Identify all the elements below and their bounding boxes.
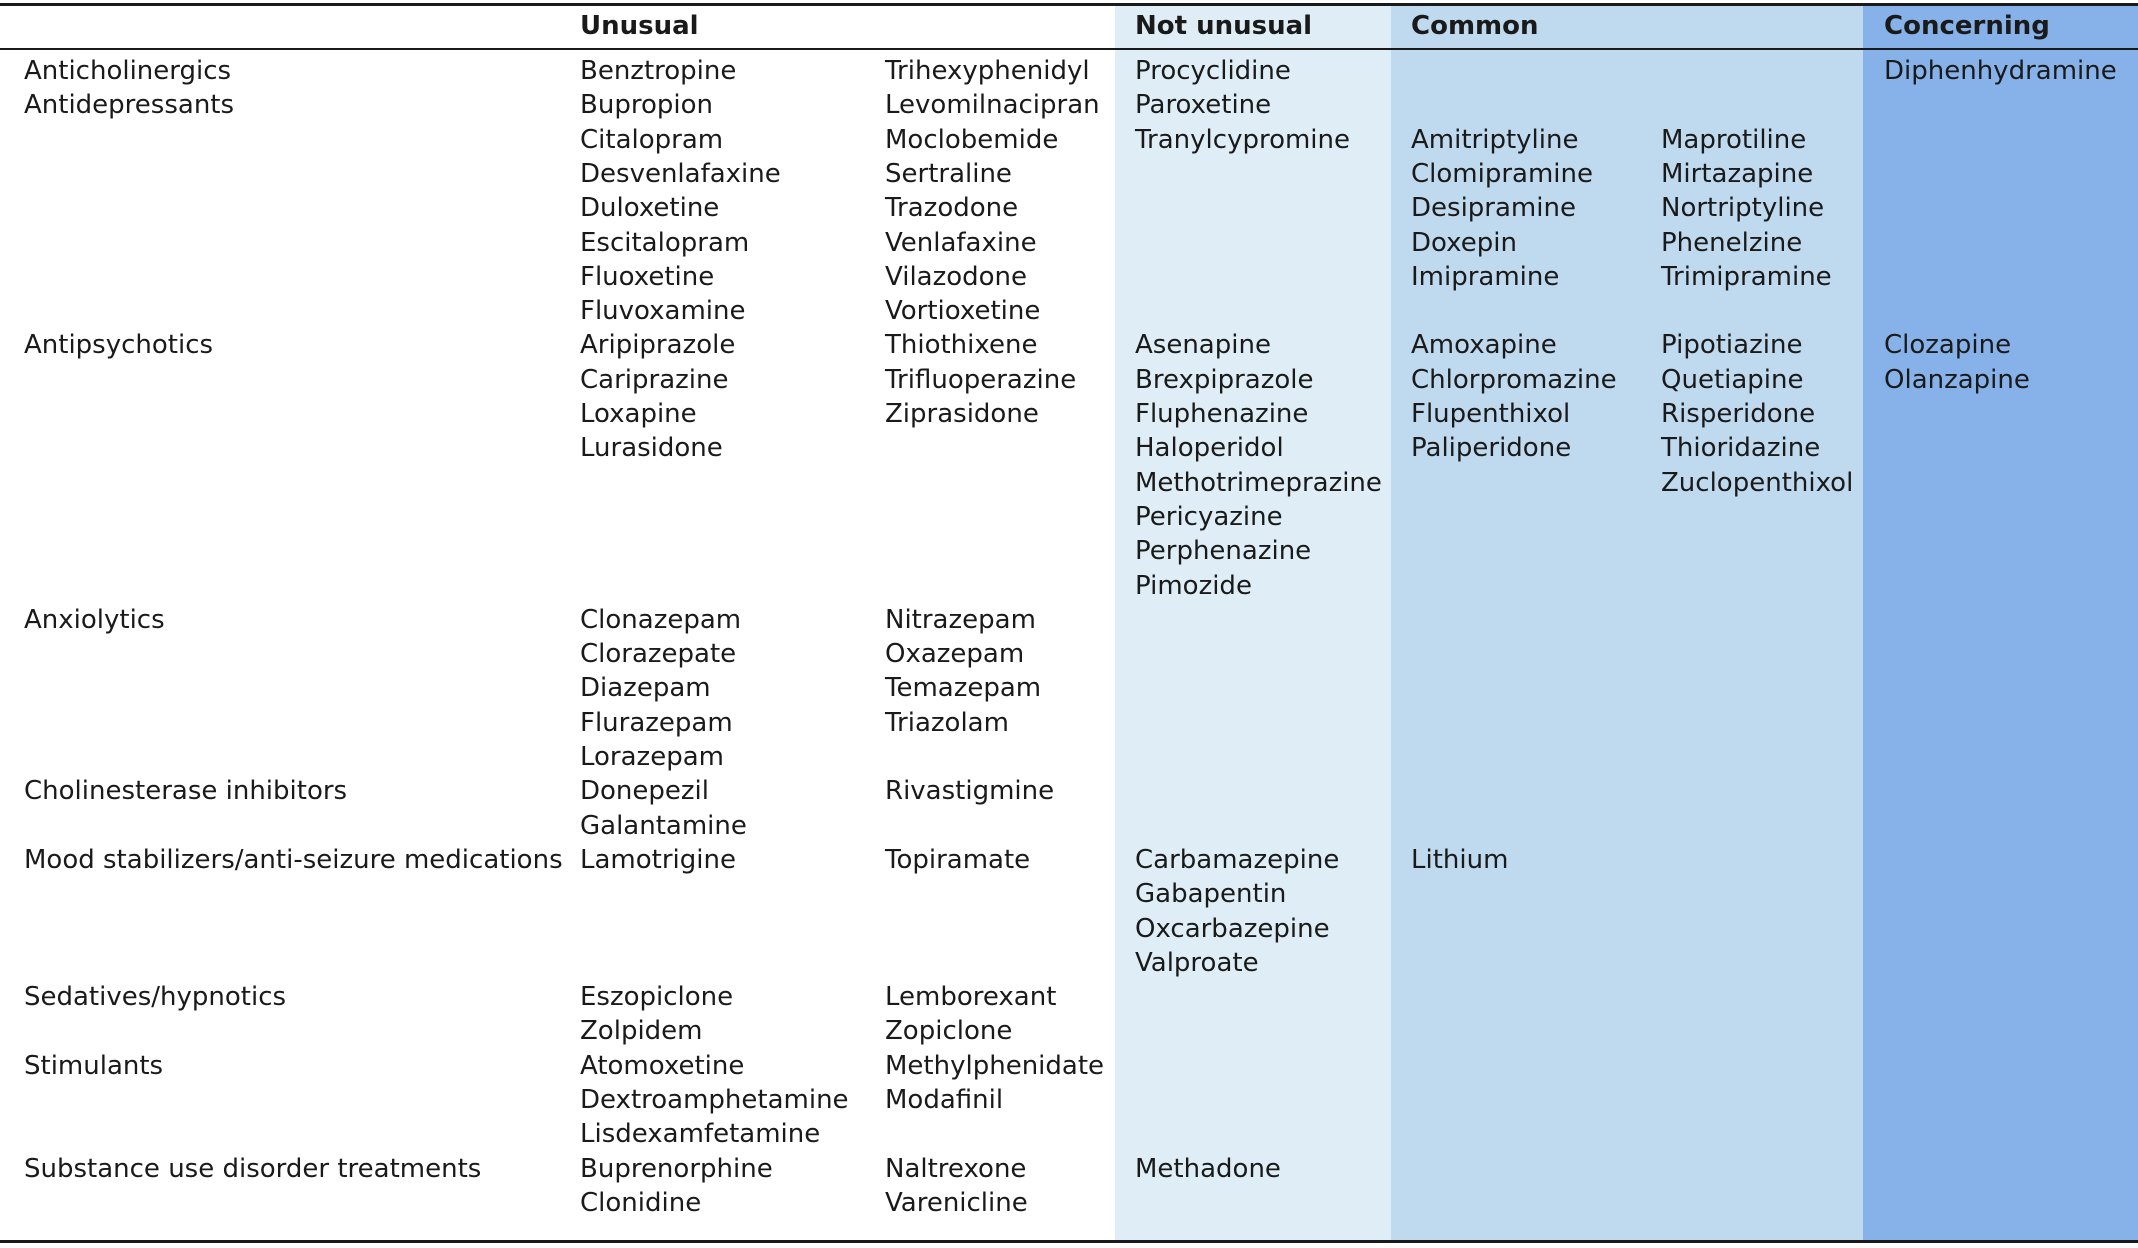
drug-name: Citalopram <box>580 124 724 155</box>
common-column-band <box>1391 6 1863 1241</box>
drug-name: Loxapine <box>580 399 697 429</box>
drug-name: Risperidone <box>1661 399 1816 429</box>
drug-name: Modafinil <box>885 1085 1004 1115</box>
drug-name: Trimipramine <box>1661 261 1832 292</box>
header-common: Common <box>1411 11 1539 41</box>
drug-name: Asenapine <box>1135 330 1271 361</box>
drug-name: Aripiprazole <box>580 330 736 361</box>
drug-name: Methadone <box>1135 1153 1281 1184</box>
drug-class-label: Antipsychotics <box>24 330 214 361</box>
drug-name: Lamotrigine <box>580 844 736 875</box>
drug-name: Haloperidol <box>1135 433 1284 464</box>
bottom-rule <box>0 1240 2138 1243</box>
drug-name: Clonazepam <box>580 604 742 635</box>
drug-name: Nitrazepam <box>885 604 1036 635</box>
drug-class-label: Anticholinergics <box>24 56 232 86</box>
drug-name: Pipotiazine <box>1661 330 1803 361</box>
drug-name: Procyclidine <box>1135 56 1291 86</box>
drug-name: Flupenthixol <box>1411 399 1571 429</box>
drug-name: Buprenorphine <box>580 1153 773 1184</box>
header-not-unusual: Not unusual <box>1135 11 1313 41</box>
drug-name: Trihexyphenidyl <box>885 56 1090 86</box>
drug-name: Trazodone <box>885 193 1019 224</box>
drug-name: Levomilnacipran <box>885 90 1100 121</box>
drug-name: Duloxetine <box>580 193 720 224</box>
drug-name: Zolpidem <box>580 1016 703 1047</box>
drug-name: Pericyazine <box>1135 501 1283 532</box>
drug-name: Amoxapine <box>1411 330 1557 361</box>
drug-name: Quetiapine <box>1661 364 1804 395</box>
drug-name: Zuclopenthixol <box>1661 467 1854 498</box>
header-unusual: Unusual <box>580 11 699 41</box>
drug-class-label: Antidepressants <box>24 90 235 121</box>
drug-name: Bupropion <box>580 90 713 121</box>
drug-name: Imipramine <box>1411 261 1560 292</box>
drug-name: Olanzapine <box>1884 364 2030 395</box>
drug-name: Carbamazepine <box>1135 844 1340 875</box>
drug-name: Atomoxetine <box>580 1050 745 1081</box>
drug-name: Desvenlafaxine <box>580 158 781 189</box>
drug-name: Fluvoxamine <box>580 296 746 327</box>
drug-class-label: Stimulants <box>24 1050 164 1081</box>
drug-name: Methotrimeprazine <box>1135 467 1382 498</box>
drug-name: Pimozide <box>1135 570 1252 601</box>
drug-name: Maprotiline <box>1661 124 1807 155</box>
drug-name: Rivastigmine <box>885 776 1055 807</box>
drug-name: Oxcarbazepine <box>1135 913 1330 944</box>
drug-name: Vilazodone <box>885 261 1028 292</box>
drug-name: Desipramine <box>1411 193 1576 224</box>
drug-name: Temazepam <box>885 673 1042 704</box>
drug-name: Nortriptyline <box>1661 193 1825 224</box>
drug-name: Paroxetine <box>1135 90 1272 121</box>
drug-name: Galantamine <box>580 810 747 841</box>
drug-name: Benztropine <box>580 56 737 86</box>
drug-name: Gabapentin <box>1135 879 1287 910</box>
drug-name: Dextroamphetamine <box>580 1085 849 1115</box>
drug-name: Valproate <box>1135 947 1259 978</box>
drug-name: Lurasidone <box>580 433 723 464</box>
drug-name: Oxazepam <box>885 639 1025 670</box>
drug-name: Amitriptyline <box>1411 124 1579 155</box>
drug-name: Mirtazapine <box>1661 158 1814 189</box>
drug-name: Naltrexone <box>885 1153 1027 1184</box>
drug-name: Diazepam <box>580 673 711 704</box>
drug-name: Paliperidone <box>1411 433 1572 464</box>
drug-name: Varenicline <box>885 1187 1028 1218</box>
drug-name: Thiothixene <box>885 330 1038 361</box>
drug-name: Donepezil <box>580 776 709 807</box>
drug-name: Fluoxetine <box>580 261 715 292</box>
drug-name: Trifluoperazine <box>885 364 1077 395</box>
drug-name: Lorazepam <box>580 742 724 772</box>
drug-name: Sertraline <box>885 158 1012 189</box>
drug-name: Brexpiprazole <box>1135 364 1314 395</box>
drug-name: Lemborexant <box>885 982 1057 1013</box>
drug-name: Moclobemide <box>885 124 1059 155</box>
drug-name: Lithium <box>1411 844 1509 875</box>
drug-name: Lisdexamfetamine <box>580 1119 821 1150</box>
drug-name: Thioridazine <box>1661 433 1821 464</box>
drug-name: Clonidine <box>580 1187 702 1218</box>
drug-name: Methylphenidate <box>885 1050 1105 1081</box>
drug-name: Venlafaxine <box>885 227 1037 258</box>
drug-name: Perphenazine <box>1135 536 1312 567</box>
drug-name: Tranylcypromine <box>1135 124 1351 155</box>
drug-name: Doxepin <box>1411 227 1517 258</box>
top-rule <box>0 3 2138 6</box>
drug-name: Phenelzine <box>1661 227 1803 258</box>
drug-class-label: Sedatives/hypnotics <box>24 982 287 1013</box>
drug-name: Eszopiclone <box>580 982 734 1013</box>
drug-name: Escitalopram <box>580 227 750 258</box>
drug-name: Clomipramine <box>1411 158 1593 189</box>
header-rule <box>0 48 2138 50</box>
drug-name: Vortioxetine <box>885 296 1041 327</box>
concerning-column-band <box>1863 6 2138 1241</box>
drug-name: Cariprazine <box>580 364 729 395</box>
drug-name: Diphenhydramine <box>1884 56 2117 86</box>
drug-name: Triazolam <box>885 707 1009 738</box>
drug-name: Clorazepate <box>580 639 737 670</box>
not-unusual-column-band <box>1115 6 1391 1241</box>
drug-name: Zopiclone <box>885 1016 1013 1047</box>
drug-class-label: Substance use disorder treatments <box>24 1153 482 1184</box>
drug-name: Chlorpromazine <box>1411 364 1617 395</box>
drug-name: Fluphenazine <box>1135 399 1309 429</box>
drug-name: Flurazepam <box>580 707 733 738</box>
drug-name: Ziprasidone <box>885 399 1039 429</box>
drug-name: Clozapine <box>1884 330 2012 361</box>
header-concerning: Concerning <box>1884 11 2050 41</box>
drug-class-label: Mood stabilizers/anti-seizure medications <box>24 844 563 875</box>
drug-class-label: Anxiolytics <box>24 604 165 635</box>
drug-class-label: Cholinesterase inhibitors <box>24 776 348 807</box>
drug-name: Topiramate <box>885 844 1031 875</box>
